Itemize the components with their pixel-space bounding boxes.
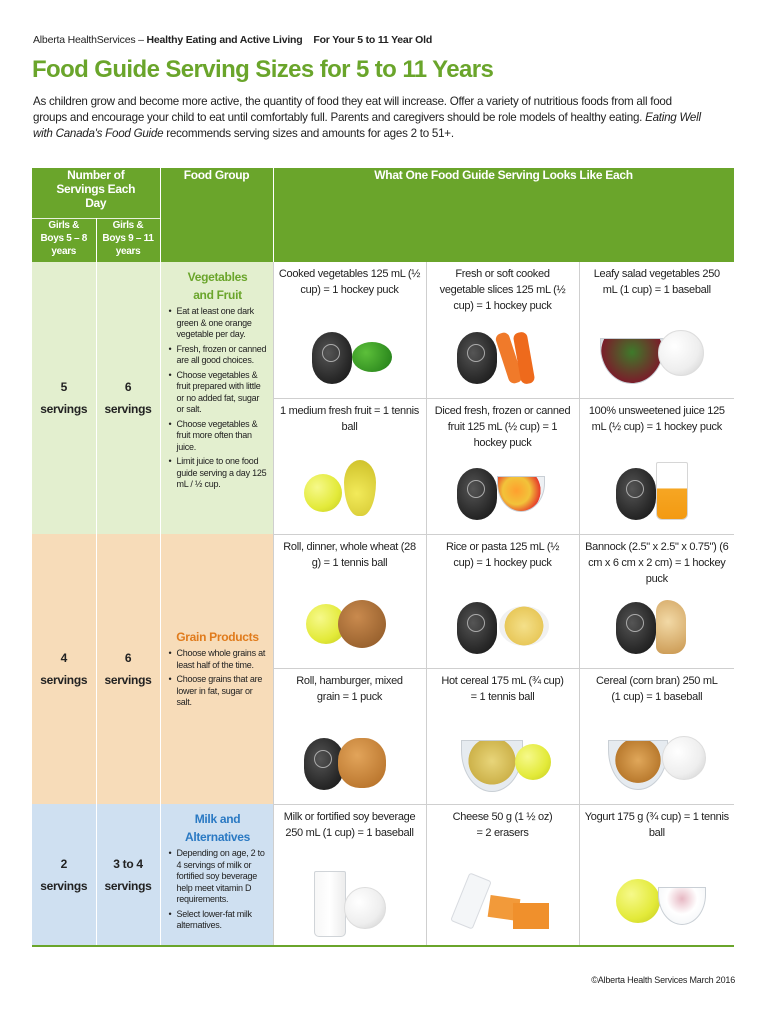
- tennis-ball-roll-image: [274, 594, 426, 662]
- serving-cell: [579, 262, 734, 398]
- header-line: [33, 34, 432, 46]
- serving-cell: [273, 262, 426, 398]
- hockey-puck-bannock-image: [580, 594, 735, 662]
- serving-text: 100% unsweetened juice 125 mL (½ cup) = 1 hockey puck: [588, 404, 725, 433]
- serving-text: Roll, hamburger, mixed grain = 1 puck: [296, 674, 403, 703]
- milk-count-2: 3 to 4: [113, 856, 143, 871]
- serving-text: Leafy salad vegetables 250 mL (1 cup) = 1 baseball: [593, 268, 720, 296]
- veg-bullet: • Fresh, frozen or canned are all good choices.: [169, 344, 267, 367]
- age-9-11-header: Girls & Boys 9 – 11 years: [96, 218, 160, 262]
- veg-bullet: • Limit juice to one food guide serving a day 125 mL / ½ cup.: [169, 456, 267, 491]
- milk-bullet: • Depending on age, 2 to 4 servings of milk or fortified soy beverage help meet vitamin D requirements.: [169, 848, 267, 906]
- serving-text: 1 medium fresh fruit = 1 tennis ball: [280, 404, 419, 433]
- serving-cell: [426, 262, 579, 398]
- serving-text: Bannock (2.5" x 2.5" x 0.75") (6 cm x 6 cm x 2 cm) = 1 hockey puck: [585, 540, 729, 585]
- looks-like-header: What One Food Guide Serving Looks Like Each: [273, 168, 734, 262]
- serving-cell: [426, 804, 579, 946]
- tennis-ball-hot-cereal-image: [427, 730, 579, 798]
- veg-unit-2: servings: [104, 402, 152, 416]
- veg-row-1: [32, 262, 734, 398]
- hockey-puck-bun-image: [274, 730, 426, 798]
- grain-count-1: 4: [60, 651, 67, 665]
- veg-count-2: 6: [124, 380, 132, 394]
- tennis-ball-yogurt-image: [580, 871, 735, 939]
- milk-row: [32, 804, 734, 946]
- veg-count-1: 5: [60, 380, 67, 394]
- serving-cell: [426, 668, 579, 804]
- serving-table: [32, 168, 735, 947]
- intro-paragraph: [33, 94, 703, 142]
- tennis-ball-pear-image: [274, 460, 426, 528]
- age-5-8-header: Girls & Boys 5 – 8 years: [32, 218, 96, 262]
- servings-header: Number of Servings Each Day: [32, 168, 160, 218]
- hockey-puck-carrots-image: [427, 324, 579, 392]
- grain-count-5-8: [32, 534, 96, 804]
- hockey-puck-peas-image: [274, 324, 426, 392]
- milk-bullet: • Select lower-fat milk alternatives.: [169, 909, 267, 932]
- veg-group-title: Vegetables and Fruit: [187, 270, 248, 302]
- grain-bullets: [169, 648, 267, 709]
- serving-text: Roll, dinner, whole wheat (28 g) = 1 tennis ball: [283, 540, 416, 569]
- serving-text: Diced fresh, frozen or canned fruit 125 mL (½ cup) = 1 hockey puck: [434, 404, 571, 449]
- grain-unit-2: servings: [104, 673, 152, 687]
- hockey-puck-fruit-cup-image: [427, 460, 579, 528]
- hockey-puck-pasta-image: [427, 594, 579, 662]
- milk-unit-1: servings: [40, 878, 88, 893]
- audience-label: For Your 5 to 11 Year Old: [313, 34, 433, 46]
- serving-text: Cereal (corn bran) 250 mL (1 cup) = 1 baseball: [596, 674, 718, 703]
- org-name: Alberta HealthServices: [33, 34, 136, 46]
- serving-cell: [273, 804, 426, 946]
- grain-count-9-11: [96, 534, 160, 804]
- milk-count-9-11: [96, 804, 160, 946]
- serving-text: Fresh or soft cooked vegetable slices 125 mL (½ cup) = 1 hockey puck: [439, 268, 566, 312]
- veg-unit-1: servings: [40, 402, 88, 416]
- grain-unit-1: servings: [40, 673, 88, 687]
- milk-bullets: [169, 848, 267, 932]
- grain-food-group: [160, 534, 273, 804]
- serving-cell: [273, 398, 426, 534]
- salad-baseball-image: [580, 324, 735, 392]
- grain-group-title: Grain Products: [176, 630, 259, 645]
- serving-cell: [273, 534, 426, 668]
- page-title: Food Guide Serving Sizes for 5 to 11 Years: [32, 56, 494, 83]
- veg-bullet: • Choose vegetables & fruit more often than juice.: [169, 419, 267, 454]
- baseball-cereal-image: [580, 730, 735, 798]
- serving-cell: [426, 534, 579, 668]
- copyright-footer: ©Alberta Health Services March 2016: [591, 975, 735, 985]
- milk-group-title: Milk and Alternatives: [184, 812, 251, 844]
- milk-count-1: 2: [60, 856, 67, 871]
- veg-bullet: • Choose vegetables & fruit prepared with little or no added fat, sugar or salt.: [169, 370, 267, 416]
- intro-text-end: recommends serving sizes and amounts for ages 2 to 51+.: [166, 127, 454, 140]
- serving-cell: [579, 668, 734, 804]
- food-group-header: Food Group: [160, 168, 273, 262]
- erasers-cheese-image: [427, 871, 579, 939]
- milk-food-group: [160, 804, 273, 946]
- milk-unit-2: servings: [104, 878, 152, 893]
- veg-bullet: • Eat at least one dark green & one orange vegetable per day.: [169, 306, 267, 341]
- veg-count-9-11: [96, 262, 160, 534]
- serving-text: Milk or fortified soy beverage 250 mL (1 cup) = 1 baseball: [283, 810, 416, 839]
- baseball-milk-image: [274, 871, 426, 939]
- veg-food-group: [160, 262, 273, 534]
- serving-text: Yogurt 175 g (¾ cup) = 1 tennis ball: [584, 810, 729, 839]
- serving-cell: [273, 668, 426, 804]
- serving-cell: [579, 398, 734, 534]
- serving-cell: [426, 398, 579, 534]
- veg-bullets: [169, 306, 267, 491]
- grain-bullet: • Choose whole grains at least half of the time.: [169, 648, 267, 671]
- serving-text: Cheese 50 g (1 ½ oz) = 2 erasers: [452, 810, 553, 839]
- serving-text: Hot cereal 175 mL (¾ cup) = 1 tennis ball: [441, 674, 564, 703]
- header-dash: –: [138, 34, 144, 46]
- serving-cell: [579, 534, 734, 668]
- serving-cell: [579, 804, 734, 946]
- serving-text: Cooked vegetables 125 mL (½ cup) = 1 hockey puck: [278, 268, 421, 296]
- program-name: Healthy Eating and Active Living: [146, 34, 303, 46]
- serving-text: Rice or pasta 125 mL (½ cup) = 1 hockey puck: [445, 540, 560, 569]
- grain-bullet: • Choose grains that are lower in fat, sugar or salt.: [169, 674, 267, 709]
- veg-count-5-8: [32, 262, 96, 534]
- hockey-puck-juice-image: [580, 460, 735, 528]
- intro-italic: Eating Well with Canada's Food Guide: [33, 111, 701, 140]
- grain-row-1: [32, 534, 734, 668]
- milk-count-5-8: [32, 804, 96, 946]
- intro-text: As children grow and become more active, the quantity of food they eat will increase. Offer a variety of nutritious foods from all food groups and encourage your child to eat until comfortably full. Parents and caregivers should be role models of healthy eating.: [33, 95, 672, 124]
- grain-count-2: 6: [124, 651, 132, 665]
